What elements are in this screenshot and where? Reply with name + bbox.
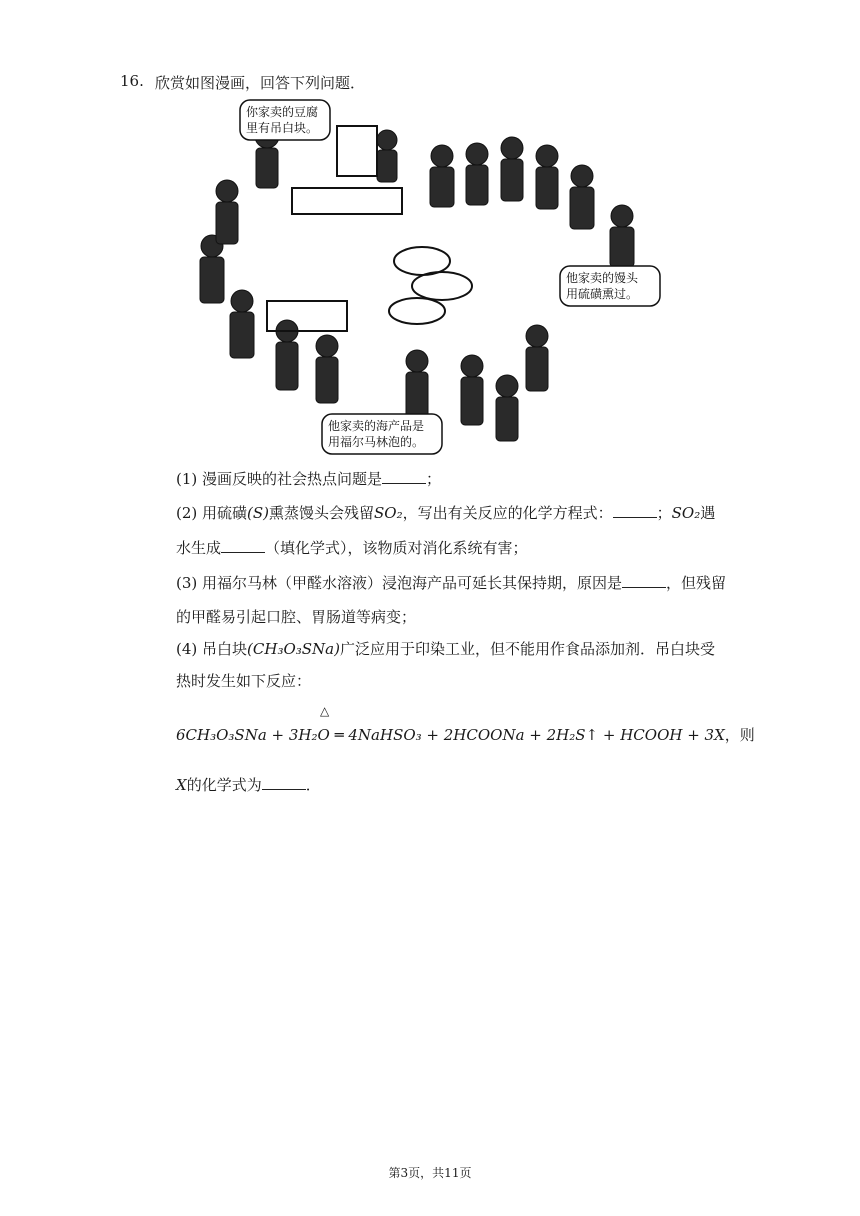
answer-blank[interactable] [262,775,306,790]
answer-blank[interactable] [622,573,666,588]
bubble-text: 用硫磺熏过。 [566,287,639,301]
answer-blank[interactable] [613,503,657,518]
question-part-3: (3) 用福尔马林（甲醛水溶液）浸泡海产品可延长其保持期，原因是 ，但残留 [176,574,727,592]
chemical-equation: 6CH₃O₃SNa + 3H₂O ═ 4NaHSO₃ + 2HCOONa + 2H₂S↑ + HCOOH + 3X，则 [176,726,755,744]
question-number: 16. [120,72,144,90]
question-part-3-cont: 的甲醛易引起口腔、胃肠道等病变； [176,608,417,626]
question-part-1: (1) 漫画反映的社会热点问题是 ； [176,470,442,488]
page-footer: 第3页，共11页 [388,1166,472,1180]
answer-blank[interactable] [382,469,426,484]
bubble-text: 里有吊白块。 [246,121,319,135]
bubble-text: 他家卖的海产品是 [328,419,425,433]
question-title: 欣赏如图漫画，回答下列问题． [155,74,366,92]
question-part-2: (2) 用硫磺(S)熏蒸馒头会残留SO₂，写出有关反应的化学方程式： ；SO₂遇 [176,504,716,522]
bubble-text: 用福尔马林泡的。 [328,435,425,449]
question-part-4: (4) 吊白块(CH₃O₃SNa)广泛应用于印染工业，但不能用作食品添加剂．吊白块受 [176,640,715,658]
question-part-4-answer: X的化学式为 ． [176,776,321,794]
answer-blank[interactable] [221,538,265,553]
cartoon-illustration [172,96,712,458]
question-part-4-cont: 热时发生如下反应： [176,672,312,690]
question-part-2-cont: 水生成 （填化学式），该物质对消化系统有害； [176,539,528,557]
bubble-text: 你家卖的豆腐 [246,105,319,119]
bubble-text: 他家卖的馒头 [566,271,639,285]
heat-symbol: △ [320,704,330,718]
